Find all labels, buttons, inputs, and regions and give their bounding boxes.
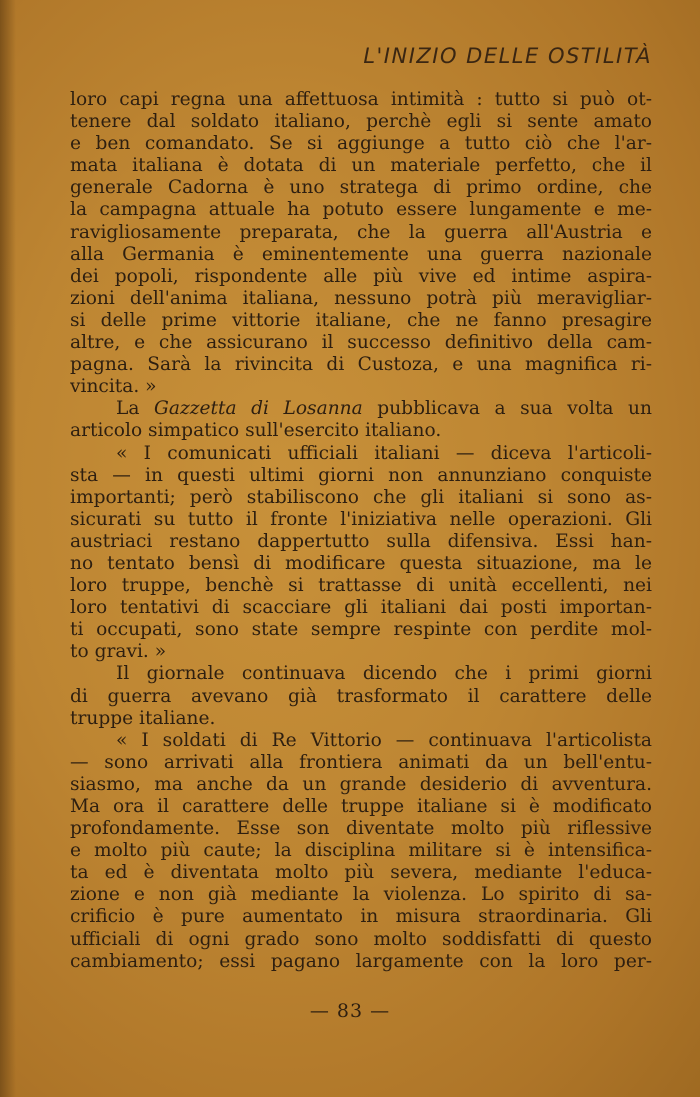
text-line: ravigliosamente preparata, che la guerra all'Austria e: [70, 221, 652, 243]
text-line: ti occupati, sono state sempre respinte con perdite mol-: [70, 619, 652, 641]
text-line: dei popoli, rispondente alle più vive ed intime aspira-: [70, 265, 652, 287]
text-line: to gravi. »: [70, 641, 167, 663]
text-line: loro capi regna una affettuosa intimità : tutto si può ot-: [70, 89, 652, 110]
text-line: Ma ora il carattere delle truppe italiane si è modificato: [70, 796, 652, 817]
text-line: truppe italiane.: [70, 707, 216, 729]
text-line: alla Germania è eminentemente una guerra nazionale: [70, 243, 652, 265]
text-line: altre, e che assicurano il successo definitivo della cam-: [70, 332, 652, 354]
text-line: no tentato bensì di modificare questa situazione, ma le: [70, 552, 652, 574]
text-line: austriaci restano dappertutto sulla difensiva. Essi han-: [70, 530, 652, 552]
text-line: — sono arrivati alla frontiera animati da un bell'entu-: [70, 751, 652, 773]
text-line: ufficiali di ogni grado sono molto soddisfatti di questo: [70, 928, 652, 950]
page-number: — 83 —: [309, 1000, 391, 1022]
text-line: ta ed è diventata molto più severa, mediante l'educa-: [70, 862, 652, 884]
text-line: articolo simpatico sull'esercito italiano.: [70, 420, 442, 442]
text-line: mata italiana è dotata di un materiale perfetto, che il: [70, 155, 652, 177]
text-line: importanti; però stabiliscono che gli italiani si sono as-: [70, 486, 652, 508]
text-line: profondamente. Esse son diventate molto più riflessive: [70, 818, 652, 840]
text-line: sta — in questi ultimi giorni non annunziano conquiste: [70, 464, 652, 486]
text-line: crificio è pure aumentato in misura straordinaria. Gli: [70, 906, 652, 928]
text-line: cambiamento; essi pagano largamente con la loro per-: [70, 950, 652, 972]
text-segment: pubblicava a sua volta un: [362, 398, 652, 420]
text-line: e molto più caute; la disciplina militare si è intensifica-: [70, 840, 652, 862]
text-line: [70, 398, 652, 420]
text-line: la campagna attuale ha potuto essere lungamente e me-: [70, 199, 652, 221]
text-line: Il giornale continuava dicendo che i primi giorni: [116, 663, 652, 685]
text-line: zione e non già mediante la violenza. Lo spirito di sa-: [70, 884, 652, 906]
text-line: siasmo, ma anche da un grande desiderio di avventura.: [70, 773, 652, 795]
spine-shadow: [0, 0, 16, 1097]
text-line: tenere dal soldato italiano, perchè egli si sente amato: [70, 111, 652, 133]
text-line: loro tentativi di scacciare gli italiani dai posti importan-: [70, 597, 652, 619]
text-line: generale Cadorna è uno stratega di primo ordine, che: [70, 177, 652, 199]
text-segment: La: [116, 398, 154, 420]
body-text: [70, 89, 652, 973]
running-head: L'INIZIO DELLE OSTILITÀ: [363, 44, 652, 68]
text-line: « I soldati di Re Vittorio — continuava l'articolista: [116, 729, 652, 751]
text-line: e ben comandato. Se si aggiunge a tutto ciò che l'ar-: [70, 133, 652, 155]
text-line: di guerra avevano già trasformato il carattere delle: [70, 685, 652, 707]
italic-title: Gazzetta di Losanna: [154, 398, 363, 420]
text-line: sicurati su tutto il fronte l'iniziativa nelle operazioni. Gli: [70, 508, 652, 530]
text-line: loro truppe, benchè si trattasse di unità eccellenti, nei: [70, 575, 652, 597]
text-line: « I comunicati ufficiali italiani — diceva l'articoli-: [116, 442, 652, 464]
text-line: zioni dell'anima italiana, nessuno potrà più meravigliar-: [70, 287, 652, 309]
text-line: vincita. »: [70, 376, 157, 398]
text-line: si delle prime vittorie italiane, che ne fanno presagire: [70, 309, 652, 331]
text-line: pagna. Sarà la rivincita di Custoza, e una magnifica ri-: [70, 354, 652, 376]
